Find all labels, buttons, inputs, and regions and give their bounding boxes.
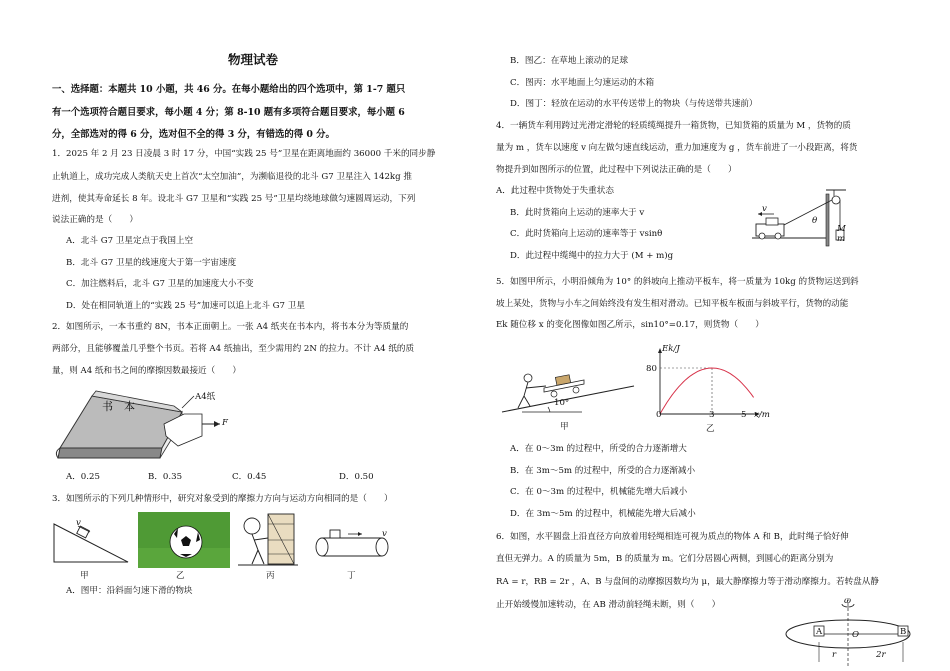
page-title: 物理试卷 xyxy=(228,52,279,67)
graph-x-label: x/m xyxy=(754,410,770,420)
crate-push-figure xyxy=(238,510,298,568)
section-heading-line-2: 有一个选项符合题目要求，每小题 4 分；第 8-10 题有多项符合题目要求，每小题 6 xyxy=(52,107,405,118)
book-cover-text: 书 本 xyxy=(102,400,135,413)
q6-line-1: 6．如图，水平圆盘上沿直径方向放着用轻绳相连可视为质点的物体 A 和 B，此时绳子恰好伸 xyxy=(496,532,849,542)
q1-option-b: B．北斗 G7 卫星的线速度大于第一宇宙速度 xyxy=(66,258,237,268)
incline-figure xyxy=(52,520,130,566)
q1-line-2: 止轨道上，成功完成人类航天史上首次“太空加油”，为濒临退役的北斗 G7 卫星注入 142kg 推 xyxy=(52,172,412,182)
mass-m-label: m xyxy=(837,234,846,244)
figure-ding-label: 丁 xyxy=(347,571,356,581)
distance-2r-label: 2r xyxy=(876,650,886,660)
q4-option-c: C．此时货箱向上运动的速率等于 vsinθ xyxy=(510,229,663,239)
q2-line-3: 量，则 A4 纸和书之间的摩擦因数最接近（ ） xyxy=(52,366,242,376)
q1-line-3: 进剂，使其寿命延长 8 年。设北斗 G7 卫星和“实践 25 号”卫星均绕地球做匀速圆周运动，下列 xyxy=(52,194,416,204)
q5-option-c: C．在 0～3m 的过程中，机械能先增大后减小 xyxy=(510,487,688,497)
q1-option-d: D．处在相同轨道上的“实践 25 号”加速可以追上北斗 G7 卫星 xyxy=(66,301,305,311)
truck-pulley-figure xyxy=(752,186,848,246)
q1-option-a: A．北斗 G7 卫星定点于我国上空 xyxy=(66,236,194,246)
q3-option-a: A．图甲：沿斜面匀速下滑的物块 xyxy=(66,586,193,596)
graph-x-tick-3: 3 xyxy=(709,410,715,420)
q5-line-2: 坡上某处，货物与小车之间始终没有发生相对滑动。已知平板车板面与斜坡平行，货物的动能 xyxy=(496,299,849,309)
q5-line-3: Ek 随位移 x 的变化图像如图乙所示，sin10°=0.17，则货物（ ） xyxy=(496,320,764,330)
q2-option-c: C．0.45 xyxy=(232,472,267,482)
graph-x-tick-5: 5 xyxy=(741,410,747,420)
q6-line-3: RA = r，RB = 2r ，A、B 与盘间的动摩擦因数均为 μ，最大静摩擦力等于滑动摩擦力。若转盘从静 xyxy=(496,577,879,587)
distance-r-label: r xyxy=(832,650,837,660)
omega-label: ω xyxy=(844,596,852,606)
figure-yi-label: 乙 xyxy=(176,571,185,581)
ek-graph xyxy=(646,346,766,420)
q2-option-a: A．0.25 xyxy=(66,472,100,482)
q1-option-c: C．加注燃料后，北斗 G7 卫星的加速度大小不变 xyxy=(66,279,254,289)
graph-y-label: Ek/J xyxy=(662,344,680,354)
incline-angle-label: 10° xyxy=(554,398,570,408)
q3-line-1: 3．如图所示的下列几种情形中，研究对象受到的摩擦力方向与运动方向相同的是（ ） xyxy=(52,494,393,504)
q1-line-1: 1．2025 年 2 月 23 日凌晨 3 时 17 分，中国“实践 25 号”卫星在距离地面约 36000 千米的同步静 xyxy=(52,149,436,159)
q2-line-1: 2．如图所示，一本书重约 8N，书本正面朝上。一张 A4 纸夹在书本内，将书本分为等质量的 xyxy=(52,322,409,332)
q6-line-2: 直但无弹力。A 的质量为 5m，B 的质量为 m。它们分居圆心两侧，到圆心的距离分别为 xyxy=(496,554,834,564)
center-O-label: O xyxy=(852,630,860,640)
mass-M-label: M xyxy=(837,224,846,234)
q4-option-d: D．此过程中缆绳中的拉力大于 (M + m)g xyxy=(510,251,674,261)
q2-option-b: B．0.35 xyxy=(148,472,183,482)
q2-line-2: 两部分，且能够覆盖几乎整个书页。若将 A4 纸抽出，至少需用约 2N 的拉力。不计 A4 纸的质 xyxy=(52,344,415,354)
incline-v-label: v xyxy=(76,518,81,528)
graph-x-tick-0: 0 xyxy=(656,410,662,420)
section-heading-line-1: 一、选择题：本题共 10 小题，共 46 分。在每小题给出的四个选项中，第 1-7 题只 xyxy=(52,84,406,95)
q3-option-b: B．图乙：在草地上滚动的足球 xyxy=(510,56,629,66)
q5-option-a: A．在 0～3m 的过程中，所受的合力逐渐增大 xyxy=(510,444,687,454)
figure-jia-label: 甲 xyxy=(80,571,89,581)
q4-line-3: 物提升到如图所示的位置，此过程中下列说法正确的是（ ） xyxy=(496,165,737,175)
section-heading-line-3: 分，全部选对的得 6 分，选对但不全的得 3 分，有错选的得 0 分。 xyxy=(52,129,335,140)
figure-bing-label: 丙 xyxy=(266,571,275,581)
q2-option-d: D．0.50 xyxy=(339,472,374,482)
q5-option-d: D．在 3m～5m 的过程中，机械能先增大后减小 xyxy=(510,509,696,519)
a4-paper-label: A4纸 xyxy=(195,392,216,402)
figure-jia-label-q5: 甲 xyxy=(560,422,569,432)
q5-option-b: B．在 3m～5m 的过程中，所受的合力逐渐减小 xyxy=(510,466,696,476)
theta-label: θ xyxy=(812,216,818,226)
q4-option-a: A．此过程中货物处于失重状态 xyxy=(496,186,614,196)
figure-yi-label-q5: 乙 xyxy=(706,424,715,434)
q5-line-1: 5．如图甲所示，小明沿倾角为 10° 的斜坡向上推动平板车，将一质量为 10kg 的货物运送到斜 xyxy=(496,277,859,287)
q3-option-d: D．图丁：轻放在运动的水平传送带上的物块（与传送带共速前） xyxy=(510,99,758,109)
q6-line-4: 止开始缓慢加速转动，在 AB 滑动前轻绳未断，则（ ） xyxy=(496,600,721,610)
q4-line-2: 量为 m ，货车以速度 v 向左做匀速直线运动，重力加速度为 g ，货车前进了一小段距离，将货 xyxy=(496,143,858,153)
object-B-label: B xyxy=(900,627,907,637)
truck-v-label: v xyxy=(762,204,767,214)
q4-line-1: 4．一辆货车利用跨过光滑定滑轮的轻质缆绳提升一箱货物，已知货箱的质量为 M ，货物的质 xyxy=(496,121,851,131)
q4-option-b: B．此时货箱向上运动的速率大于 v xyxy=(510,208,645,218)
q3-option-c: C．图丙：水平地面上匀速运动的木箱 xyxy=(510,78,655,88)
football-figure xyxy=(138,512,230,568)
graph-y-tick-80: 80 xyxy=(646,364,657,374)
conveyor-v-label: v xyxy=(382,529,387,539)
conveyor-figure xyxy=(314,532,390,562)
force-label: F xyxy=(222,418,228,428)
object-A-label: A xyxy=(816,627,823,637)
q1-line-4: 说法正确的是（ ） xyxy=(52,215,138,225)
